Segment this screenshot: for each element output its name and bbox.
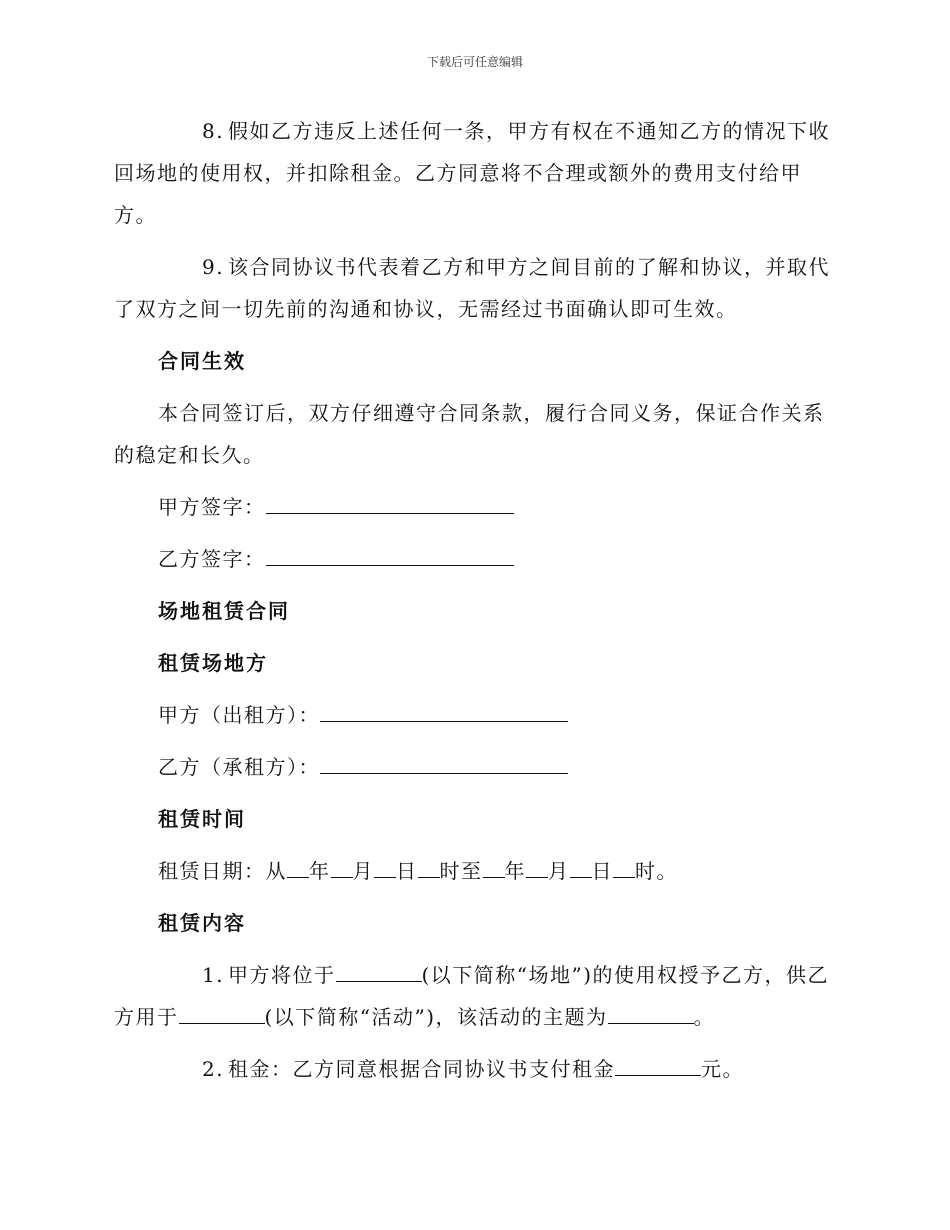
unit-day: 日 (591, 859, 613, 883)
blank-purpose[interactable] (179, 1022, 265, 1024)
unit-month: 月 (548, 859, 570, 883)
signature-line[interactable] (266, 512, 514, 514)
clause-number: 1. (202, 963, 225, 987)
blank-year-end[interactable] (483, 876, 505, 878)
unit-hour-end: 时。 (635, 859, 678, 883)
clause-number: 2. (202, 1057, 225, 1081)
blank-line[interactable] (320, 720, 568, 722)
section-heading-parties: 租赁场地方 (158, 651, 268, 675)
lessor-line (114, 694, 834, 736)
document-body (114, 110, 834, 1100)
clause-text: (以下简称“活动”)，该活动的主题为 (264, 1005, 608, 1029)
blank-location[interactable] (336, 980, 422, 982)
effect-paragraph: 本合同签订后，双方仔细遵守合同条款，履行合同义务，保证合作关系的稳定和长久。 (114, 401, 825, 467)
content-item-2 (114, 1048, 834, 1090)
clause-text: 租金：乙方同意根据合同协议书支付租金 (228, 1057, 615, 1081)
clause-text: 元。 (701, 1057, 744, 1081)
clause-number: 9. (202, 255, 225, 279)
blank-hour-end[interactable] (613, 876, 635, 878)
blank-year-start[interactable] (287, 876, 309, 878)
lessor-label: 甲方（出租方）： (158, 703, 320, 727)
blank-hour-start[interactable] (418, 876, 440, 878)
clause-text: 该合同协议书代表着乙方和甲方之间目前的了解和协议，并取代了双方之间一切先前的沟通和协议，无需经过书面确认即可生效。 (114, 255, 830, 321)
lessee-label: 乙方（承租方）： (158, 755, 320, 779)
lessee-line (114, 746, 834, 788)
date-label: 租赁日期：从 (158, 859, 287, 883)
rental-date-line (114, 850, 834, 892)
clause-text: 甲方将位于 (228, 963, 336, 987)
unit-day: 日 (396, 859, 418, 883)
unit-month: 月 (352, 859, 374, 883)
blank-theme[interactable] (608, 1022, 694, 1024)
section-heading-time: 租赁时间 (158, 807, 246, 831)
signature-party-a (114, 486, 834, 528)
clause-text: (以下简称“场地”)的使用权授予乙方，供乙方用于 (114, 963, 830, 1029)
blank-month-end[interactable] (526, 876, 548, 878)
blank-month-start[interactable] (331, 876, 353, 878)
blank-line[interactable] (320, 772, 568, 774)
contract-title: 场地租赁合同 (158, 599, 290, 623)
clause-text: 。 (693, 1005, 716, 1029)
blank-day-end[interactable] (570, 876, 592, 878)
clause-number: 8. (202, 119, 225, 143)
clause-8 (114, 110, 834, 236)
blank-day-start[interactable] (374, 876, 396, 878)
signature-line[interactable] (266, 564, 514, 566)
content-item-1 (114, 954, 834, 1038)
signature-party-b (114, 538, 834, 580)
unit-hour-to: 时至 (439, 859, 483, 883)
signature-label: 乙方签字： (158, 547, 266, 571)
page-header: 下载后可任意编辑 (426, 55, 523, 69)
blank-rent-amount[interactable] (615, 1074, 701, 1076)
clause-text: 假如乙方违反上述任何一条，甲方有权在不通知乙方的情况下收回场地的使用权，并扣除租金。乙方同意将不合理或额外的费用支付给甲方。 (114, 119, 830, 227)
unit-year: 年 (309, 859, 331, 883)
clause-9 (114, 246, 834, 330)
section-heading-effect: 合同生效 (158, 349, 246, 373)
signature-label: 甲方签字： (158, 495, 266, 519)
section-heading-content: 租赁内容 (158, 911, 246, 935)
unit-year: 年 (504, 859, 526, 883)
